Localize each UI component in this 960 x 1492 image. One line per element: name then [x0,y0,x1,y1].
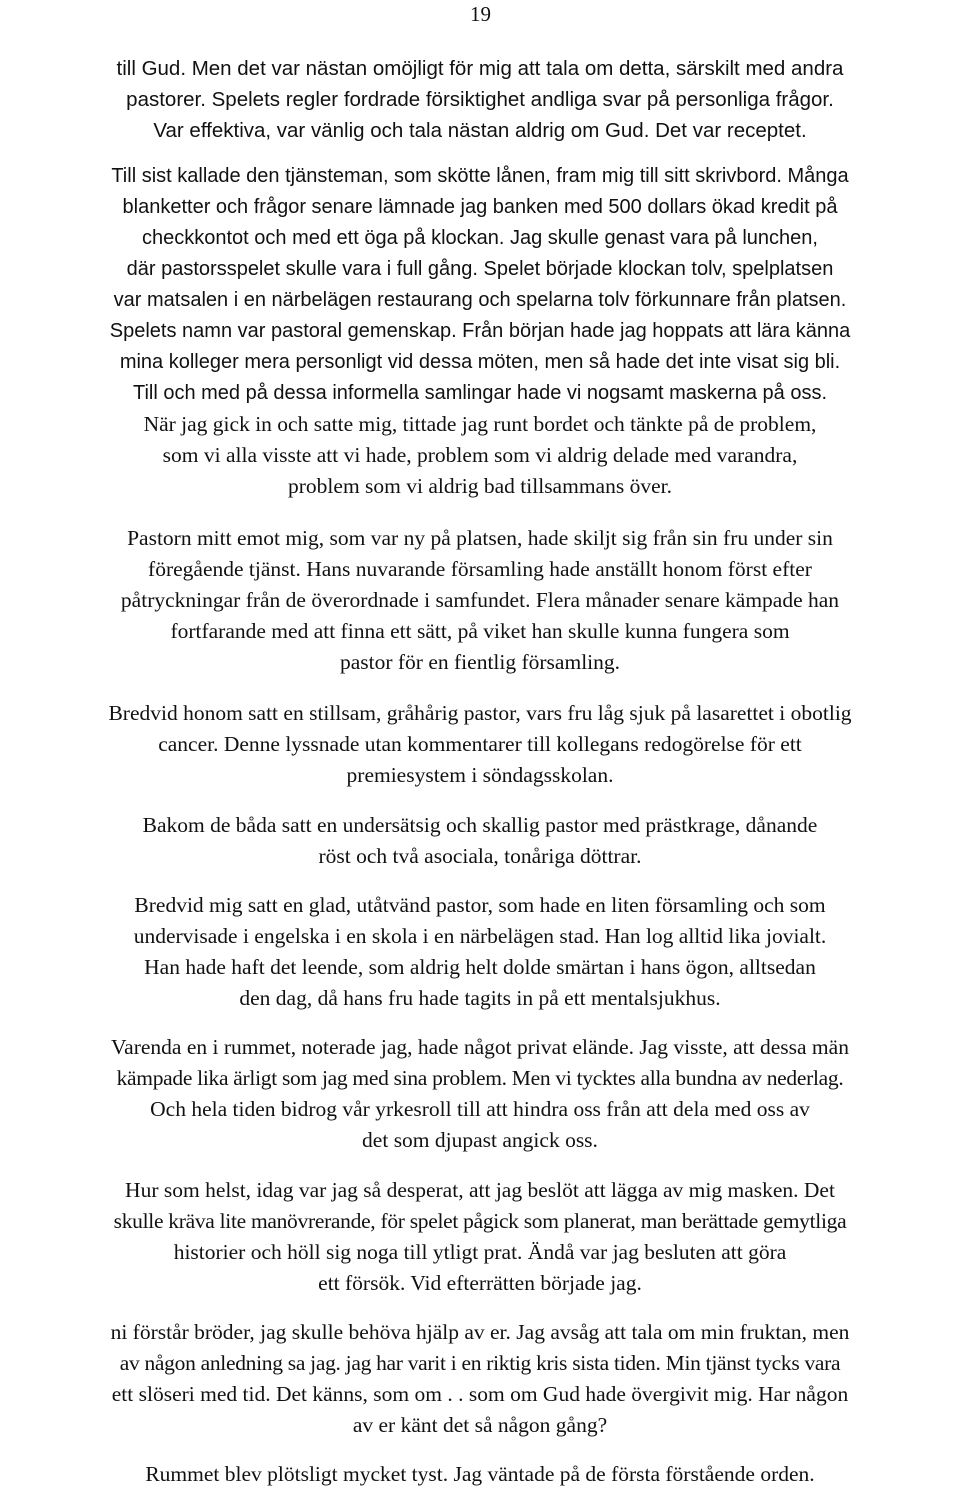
text-line: checkkontot och med ett öga på klockan. Jag skulle genast vara på lunchen, [142,227,818,249]
text-line: Bredvid honom satt en stillsam, gråhårig pastor, vars fru låg sjuk på lasarettet i obotlig [108,701,852,725]
text-line: röst och två asociala, tonåriga döttrar. [318,844,642,868]
paragraph [0,53,960,146]
text-line: mina kolleger mera personligt vid dessa möten, men så hade det inte visat sig bli. [119,351,841,373]
text-line: var matsalen i en närbelägen restaurang och spelarna tolv förkunnare från platsen. [113,289,847,311]
text-line: Bredvid mig satt en glad, utåtvänd pastor, som hade en liten församling och som [134,893,826,917]
paragraph [0,1317,960,1441]
text-line: premiesystem i söndagsskolan. [346,763,614,787]
text-line: av er känt det så någon gång? [352,1413,608,1437]
paragraph [0,523,960,678]
page-number: 19 [470,2,491,26]
text-line: den dag, då hans fru hade tagits in på ett mentalsjukhus. [239,986,721,1010]
text-line: Var effektiva, var vänlig och tala nästan aldrig om Gud. Det var receptet. [153,119,807,142]
text-line: fortfarande med att finna ett sätt, på viket han skulle kunna fungera som [170,619,790,643]
paragraph [0,1032,960,1156]
text-line: Till och med på dessa informella samlingar hade vi nogsamt maskerna på oss. [132,382,828,404]
paragraph [0,890,960,1014]
text-line: ni förstår bröder, jag skulle behöva hjälp av er. Jag avsåg att tala om min fruktan, men [110,1320,850,1344]
text-line: historier och höll sig noga till ytligt prat. Ändå var jag besluten att göra [173,1240,787,1264]
text-line: Och hela tiden bidrog vår yrkesroll till att hindra oss från att dela med oss av [150,1097,810,1121]
text-line: Pastorn mitt emot mig, som var ny på platsen, hade skiljt sig från sin fru under sin [127,526,833,550]
text-line: blanketter och frågor senare lämnade jag banken med 500 dollars ökad kredit på [122,196,838,218]
text-line: pastorer. Spelets regler fordrade försiktighet andliga svar på personliga frågor. [126,88,834,111]
text-line: När jag gick in och satte mig, tittade jag runt bordet och tänkte på de problem, [143,412,817,436]
text-line: skulle kräva lite manövrerande, för spelet pågick som planerat, man berättade gemytliga [113,1209,847,1233]
text-line: problem som vi aldrig bad tillsammans över. [288,474,672,498]
text-line: Till sist kallade den tjänsteman, som skötte lånen, fram mig till sitt skrivbord. Många [111,165,849,187]
text-line: Spelets namn var pastoral gemenskap. Från början hade jag hoppats att lära känna [109,320,851,342]
text-line: Bakom de båda satt en undersätsig och skallig pastor med prästkrage, dånande [142,813,818,837]
text-line: föregående tjänst. Hans nuvarande församling hade anställt honom först efter [148,557,812,581]
text-line: påtryckningar från de överordnade i samfundet. Flera månader senare kämpade han [120,588,840,612]
text-line: ett slöseri med tid. Det känns, som om . . som om Gud hade övergivit mig. Har någon [111,1382,849,1406]
text-line: Varenda en i rummet, noterade jag, hade något privat elände. Jag visste, att dessa män [111,1035,849,1059]
text-line: där pastorsspelet skulle vara i full gång. Spelet började klockan tolv, spelplatsen [126,258,834,280]
text-line: Rummet blev plötsligt mycket tyst. Jag väntade på de första förstående orden. [145,1462,815,1486]
text-line: pastor för en fientlig församling. [339,650,621,674]
paragraph [0,161,960,502]
text-line: ett försök. Vid efterrätten började jag. [318,1271,642,1295]
text-line: det som djupast angick oss. [362,1128,598,1152]
text-line: undervisade i engelska i en skola i en närbelägen stad. Han log alltid lika jovialt. [133,924,827,948]
text-line: av någon anledning sa jag. jag har varit i en riktig kris sista tiden. Min tjänst tycks vara [119,1351,841,1375]
paragraph [0,1459,960,1490]
text-line: till Gud. Men det var nästan omöjligt för mig att tala om detta, särskilt med andra [116,57,844,80]
paragraph [0,810,960,872]
text-line: som vi alla visste att vi hade, problem som vi aldrig delade med varandra, [162,443,798,467]
text-line: kämpade lika ärligt som jag med sina problem. Men vi tycktes alla bundna av nederlag. [116,1066,844,1090]
text-line: Hur som helst, idag var jag så desperat, att jag beslöt att lägga av mig masken. Det [125,1178,835,1202]
text-line: cancer. Denne lyssnade utan kommentarer till kollegans redogörelse för ett [158,732,802,756]
paragraph [0,698,960,791]
text-line: Han hade haft det leende, som aldrig helt dolde smärtan i hans ögon, alltsedan [144,955,816,979]
paragraph [0,1175,960,1299]
